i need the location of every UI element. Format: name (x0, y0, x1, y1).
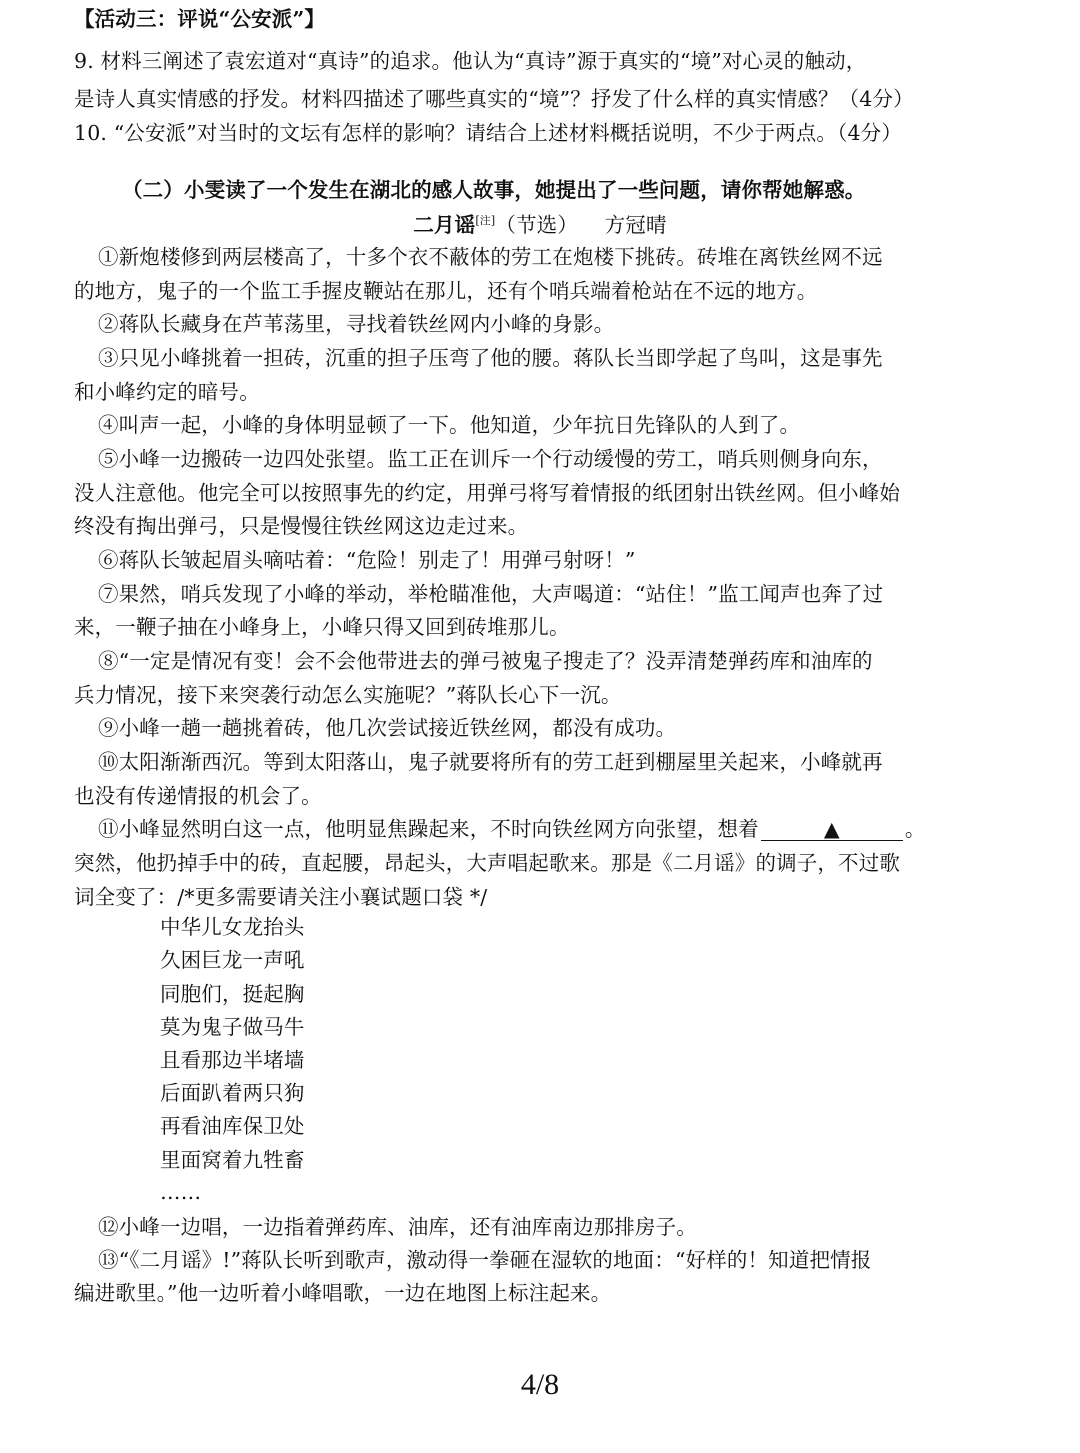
paragraph-11-line-3: 词全变了：/*更多需要请关注小襄试题口袋 */ (74, 885, 488, 909)
paragraph-6: ⑥蒋队长皱起眉头嘀咕着：“危险！别走了！用弹弓射呀！” (98, 548, 636, 572)
poem-line-2: 久困巨龙一声吼 (160, 948, 305, 972)
paragraph-10-line-1: ⑩太阳渐渐西沉。等到太阳落山，鬼子就要将所有的劳工赶到棚屋里关起来，小峰就再 (98, 750, 883, 774)
paragraph-5-line-3: 终没有掏出弹弓，只是慢慢往铁丝网这边走过来。 (74, 514, 529, 538)
title-note-mark: [注] (475, 214, 496, 227)
paragraph-13-line-2: 编进歌里。”他一边听着小峰唱歌，一边在地图上标注起来。 (74, 1281, 612, 1305)
paragraph-1-line-2: 的地方，鬼子的一个监工手握皮鞭站在那儿，还有个哨兵端着枪站在不远的地方。 (74, 279, 818, 303)
paragraph-5-line-2: 没人注意他。他完全可以按照事先的约定，用弹弓将写着情报的纸团射出铁丝网。但小峰始 (74, 481, 900, 505)
paragraph-8-line-1: ⑧“一定是情况有变！会不会他带进去的弹弓被鬼子搜走了？没弄清楚弹药库和油库的 (98, 649, 873, 673)
paragraph-8-line-2: 兵力情况，接下来突袭行动怎么实施呢？”蒋队长心下一沉。 (74, 683, 622, 707)
question-9-line-1: 9. 材料三阐述了袁宏道对“真诗”的追求。他认为“真诗”源于真实的“境”对心灵的触动， (74, 49, 867, 73)
answer-blank (761, 818, 903, 841)
paragraph-7-line-2: 来，一鞭子抽在小峰身上，小峰只得又回到砖堆那儿。 (74, 615, 570, 639)
poem-line-3: 同胞们，挺起胸 (160, 982, 305, 1006)
paragraph-11-line-2: 突然，他扔掉手中的砖，直起腰，昂起头，大声唱起歌来。那是《二月谣》的调子，不过歌 (74, 851, 900, 875)
poem-line-4: 莫为鬼子做马牛 (160, 1015, 305, 1039)
paragraph-2: ②蒋队长藏身在芦苇荡里，寻找着铁丝网内小峰的身影。 (98, 312, 615, 336)
triangle-marker-icon: ▲ (823, 817, 840, 841)
paragraph-7-line-1: ⑦果然，哨兵发现了小峰的举动，举枪瞄准他，大声喝道：“站住！”监工闻声也奔了过 (98, 582, 884, 606)
poem-line-6: 后面趴着两只狗 (160, 1081, 305, 1105)
poem-line-1: 中华儿女龙抬头 (160, 915, 305, 939)
section-heading: （二）小雯读了一个发生在湖北的感人故事，她提出了一些问题，请你帮她解惑。 (122, 178, 866, 202)
page-number: 4/8 (520, 1368, 560, 1401)
paragraph-9: ⑨小峰一趟一趟挑着砖，他几次尝试接近铁丝网，都没有成功。 (98, 716, 677, 740)
title-author: 方冠晴 (604, 212, 667, 237)
title-excerpt: （节选） (495, 212, 578, 237)
activity-heading: 【活动三：评说“公安派”】 (74, 7, 326, 31)
question-9-line-2: 是诗人真实情感的抒发。材料四描述了哪些真实的“境”？抒发了什么样的真实情感？（4分） (74, 87, 914, 111)
title-name: 二月谣 (413, 212, 476, 237)
poem-line-5: 且看那边半堵墙 (160, 1048, 305, 1072)
paragraph-5-line-1: ⑤小峰一边搬砖一边四处张望。监工正在训斥一个行动缓慢的劳工，哨兵则侧身向东， (98, 447, 883, 471)
paragraph-11-line-1 (98, 814, 925, 844)
paragraph-4: ④叫声一起，小峰的身体明显顿了一下。他知道，少年抗日先锋队的人到了。 (98, 413, 801, 437)
paragraph-11-text: ⑪小峰显然明白这一点，他明显焦躁起来，不时向铁丝网方向张望，想着 (98, 817, 759, 841)
poem-line-7: 再看油库保卫处 (160, 1114, 305, 1138)
paragraph-12: ⑫小峰一边唱，一边指着弹药库、油库，还有油库南边那排房子。 (98, 1215, 697, 1239)
paragraph-13-line-1: ⑬“《二月谣》!”蒋队长听到歌声，激动得一拳砸在湿软的地面：“好样的！知道把情报 (98, 1248, 872, 1272)
passage-title (0, 206, 1080, 240)
paragraph-1-line-1: ①新炮楼修到两层楼高了，十多个衣不蔽体的劳工在炮楼下挑砖。砖堆在离铁丝网不远 (98, 245, 883, 269)
poem-line-8: 里面窝着九牲畜 (160, 1148, 305, 1172)
paragraph-11-end: 。 (904, 817, 926, 841)
paragraph-10-line-2: 也没有传递情报的机会了。 (74, 784, 322, 808)
paragraph-3-line-1: ③只见小峰挑着一担砖，沉重的担子压弯了他的腰。蒋队长当即学起了鸟叫，这是事先 (98, 346, 883, 370)
paragraph-3-line-2: 和小峰约定的暗号。 (74, 380, 260, 404)
question-10: 10. “公安派”对当时的文坛有怎样的影响？请结合上述材料概括说明，不少于两点。（4分） (74, 121, 902, 145)
poem-ellipsis: …… (160, 1180, 202, 1204)
